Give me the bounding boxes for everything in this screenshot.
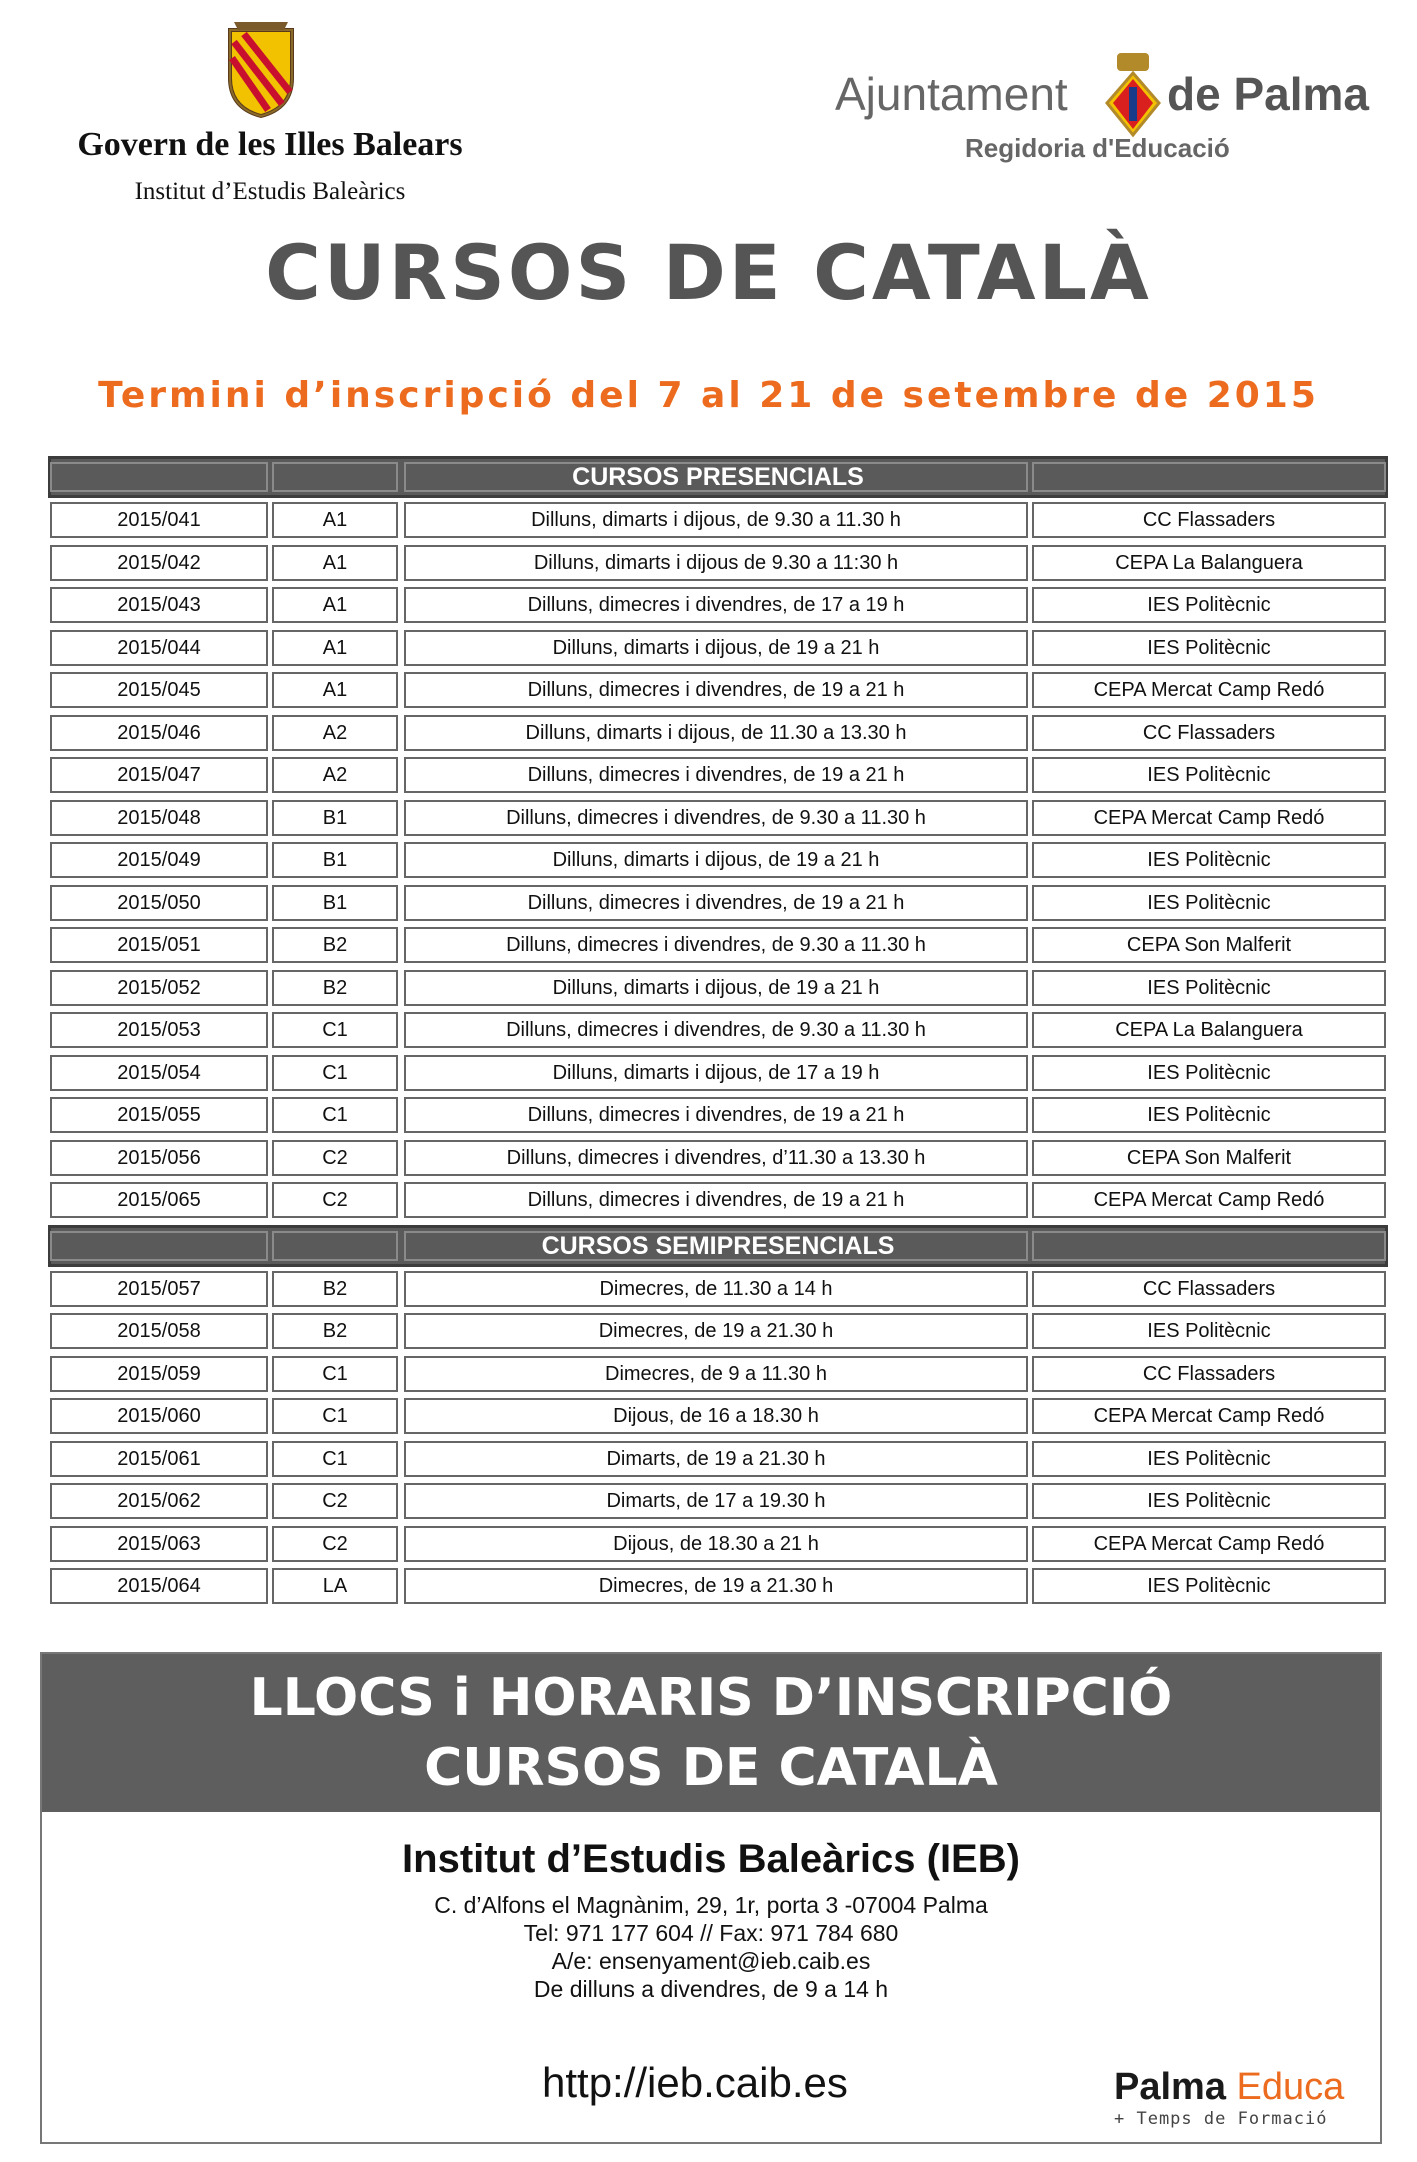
course-location: CEPA La Balanguera bbox=[1032, 545, 1386, 581]
course-schedule: Dilluns, dimarts i dijous, de 11.30 a 13.30 h bbox=[404, 715, 1028, 751]
institution-email[interactable]: A/e: ensenyament@ieb.caib.es bbox=[551, 1948, 871, 1974]
table-row bbox=[48, 1271, 1388, 1307]
course-code: 2015/061 bbox=[50, 1441, 268, 1477]
table-row bbox=[48, 715, 1388, 751]
brand-educa: Educa bbox=[1236, 2066, 1345, 2108]
course-schedule: Dilluns, dimarts i dijous, de 19 a 21 h bbox=[404, 630, 1028, 666]
course-schedule: Dimarts, de 19 a 21.30 h bbox=[404, 1441, 1028, 1477]
course-code: 2015/059 bbox=[50, 1356, 268, 1392]
course-schedule: Dilluns, dimecres i divendres, de 19 a 21 h bbox=[404, 1182, 1028, 1218]
course-schedule: Dimarts, de 17 a 19.30 h bbox=[404, 1483, 1028, 1519]
course-schedule: Dilluns, dimarts i dijous, de 17 a 19 h bbox=[404, 1055, 1028, 1091]
course-schedule: Dilluns, dimarts i dijous de 9.30 a 11:30 h bbox=[404, 545, 1028, 581]
course-code: 2015/057 bbox=[50, 1271, 268, 1307]
course-level: B1 bbox=[272, 800, 398, 836]
section-header bbox=[48, 456, 1388, 498]
course-location: IES Politècnic bbox=[1032, 1313, 1386, 1349]
course-location: IES Politècnic bbox=[1032, 970, 1386, 1006]
course-level: C1 bbox=[272, 1012, 398, 1048]
institution-hours: De dilluns a divendres, de 9 a 14 h bbox=[533, 1976, 889, 2002]
course-schedule: Dilluns, dimecres i divendres, de 19 a 21 h bbox=[404, 757, 1028, 793]
course-code: 2015/053 bbox=[50, 1012, 268, 1048]
course-code: 2015/042 bbox=[50, 545, 268, 581]
table-row bbox=[48, 1483, 1388, 1519]
course-level: C2 bbox=[272, 1182, 398, 1218]
ajuntament-right-text: de Palma bbox=[1167, 68, 1369, 120]
course-schedule: Dimecres, de 19 a 21.30 h bbox=[404, 1568, 1028, 1604]
course-level: B2 bbox=[272, 1271, 398, 1307]
institution-phone: Tel: 971 177 604 // Fax: 971 784 680 bbox=[523, 1920, 899, 1946]
course-code: 2015/058 bbox=[50, 1313, 268, 1349]
course-schedule: Dijous, de 18.30 a 21 h bbox=[404, 1526, 1028, 1562]
course-code: 2015/041 bbox=[50, 502, 268, 538]
table-row bbox=[48, 1313, 1388, 1349]
table-row bbox=[48, 1441, 1388, 1477]
course-schedule: Dijous, de 16 a 18.30 h bbox=[404, 1398, 1028, 1434]
table-row bbox=[48, 1140, 1388, 1176]
info-heading-line2: CURSOS DE CATALÀ bbox=[424, 1738, 998, 1798]
course-level: C2 bbox=[272, 1140, 398, 1176]
registration-period: Termini d’inscripció del 7 al 21 de setembre de 2015 bbox=[98, 375, 1319, 416]
table-row bbox=[48, 970, 1388, 1006]
course-schedule: Dilluns, dimecres i divendres, de 19 a 21 h bbox=[404, 885, 1028, 921]
course-schedule: Dilluns, dimarts i dijous, de 19 a 21 h bbox=[404, 842, 1028, 878]
palma-educa-wordmark bbox=[1114, 2066, 1374, 2109]
course-location: CC Flassaders bbox=[1032, 715, 1386, 751]
course-level: C1 bbox=[272, 1097, 398, 1133]
table-row bbox=[48, 1055, 1388, 1091]
course-location: IES Politècnic bbox=[1032, 1055, 1386, 1091]
table-row bbox=[48, 1398, 1388, 1434]
course-level: B1 bbox=[272, 842, 398, 878]
table-row bbox=[48, 1097, 1388, 1133]
course-location: CEPA Son Malferit bbox=[1032, 1140, 1386, 1176]
table-row bbox=[48, 800, 1388, 836]
course-schedule: Dilluns, dimecres i divendres, de 19 a 21 h bbox=[404, 1097, 1028, 1133]
course-location: IES Politècnic bbox=[1032, 1097, 1386, 1133]
table-row bbox=[48, 1182, 1388, 1218]
course-code: 2015/044 bbox=[50, 630, 268, 666]
course-location: IES Politècnic bbox=[1032, 587, 1386, 623]
course-location: IES Politècnic bbox=[1032, 757, 1386, 793]
table-row bbox=[48, 842, 1388, 878]
course-level: C1 bbox=[272, 1356, 398, 1392]
course-location: IES Politècnic bbox=[1032, 1568, 1386, 1604]
institution-address: C. d’Alfons el Magnànim, 29, 1r, porta 3 -07004 Palma bbox=[434, 1892, 988, 1918]
course-schedule: Dilluns, dimecres i divendres, d’11.30 a 13.30 h bbox=[404, 1140, 1028, 1176]
course-code: 2015/051 bbox=[50, 927, 268, 963]
courses-table bbox=[48, 456, 1388, 1611]
course-level: A1 bbox=[272, 630, 398, 666]
course-code: 2015/046 bbox=[50, 715, 268, 751]
course-code: 2015/048 bbox=[50, 800, 268, 836]
course-location: IES Politècnic bbox=[1032, 842, 1386, 878]
govern-subtitle: Institut d’Estudis Baleàrics bbox=[134, 178, 406, 205]
course-location: CEPA Mercat Camp Redó bbox=[1032, 1526, 1386, 1562]
brand-tagline: + Temps de Formació bbox=[1114, 2109, 1328, 2129]
course-location: IES Politècnic bbox=[1032, 885, 1386, 921]
course-code: 2015/045 bbox=[50, 672, 268, 708]
course-code: 2015/043 bbox=[50, 587, 268, 623]
course-level: A1 bbox=[272, 672, 398, 708]
course-level: C2 bbox=[272, 1526, 398, 1562]
course-schedule: Dilluns, dimecres i divendres, de 9.30 a 11.30 h bbox=[404, 800, 1028, 836]
course-location: CC Flassaders bbox=[1032, 1356, 1386, 1392]
course-code: 2015/050 bbox=[50, 885, 268, 921]
brand-palma: Palma bbox=[1114, 2066, 1226, 2108]
course-level: B2 bbox=[272, 970, 398, 1006]
course-code: 2015/064 bbox=[50, 1568, 268, 1604]
table-row bbox=[48, 545, 1388, 581]
course-code: 2015/047 bbox=[50, 757, 268, 793]
course-location: CEPA La Balanguera bbox=[1032, 1012, 1386, 1048]
table-row bbox=[48, 502, 1388, 538]
table-row bbox=[48, 885, 1388, 921]
course-schedule: Dilluns, dimarts i dijous, de 9.30 a 11.30 h bbox=[404, 502, 1028, 538]
course-code: 2015/063 bbox=[50, 1526, 268, 1562]
palma-crest-icon bbox=[1103, 49, 1163, 141]
govern-logo bbox=[50, 18, 490, 205]
course-location: IES Politècnic bbox=[1032, 630, 1386, 666]
balearic-shield-icon bbox=[220, 18, 302, 118]
course-schedule: Dilluns, dimecres i divendres, de 9.30 a 11.30 h bbox=[404, 1012, 1028, 1048]
course-level: B1 bbox=[272, 885, 398, 921]
course-location: CEPA Son Malferit bbox=[1032, 927, 1386, 963]
course-level: A1 bbox=[272, 587, 398, 623]
course-level: C1 bbox=[272, 1441, 398, 1477]
course-code: 2015/056 bbox=[50, 1140, 268, 1176]
info-heading-line1: LLOCS i HORARIS D’INSCRIPCIÓ bbox=[249, 1668, 1173, 1728]
course-schedule: Dimecres, de 11.30 a 14 h bbox=[404, 1271, 1028, 1307]
course-level: C1 bbox=[272, 1055, 398, 1091]
course-level: A1 bbox=[272, 545, 398, 581]
course-location: IES Politècnic bbox=[1032, 1441, 1386, 1477]
course-location: CC Flassaders bbox=[1032, 1271, 1386, 1307]
website-link[interactable]: http://ieb.caib.es bbox=[542, 2059, 848, 2106]
course-location: CEPA Mercat Camp Redó bbox=[1032, 1182, 1386, 1218]
course-code: 2015/060 bbox=[50, 1398, 268, 1434]
table-row bbox=[48, 672, 1388, 708]
ajuntament-left-text: Ajuntament bbox=[835, 68, 1068, 120]
table-row bbox=[48, 630, 1388, 666]
course-level: C1 bbox=[272, 1398, 398, 1434]
ajuntament-logo bbox=[835, 45, 1385, 175]
course-location: CEPA Mercat Camp Redó bbox=[1032, 800, 1386, 836]
course-location: IES Politècnic bbox=[1032, 1483, 1386, 1519]
course-code: 2015/062 bbox=[50, 1483, 268, 1519]
registration-info-box bbox=[40, 1652, 1382, 2144]
table-row bbox=[48, 757, 1388, 793]
table-row bbox=[48, 1356, 1388, 1392]
course-level: A1 bbox=[272, 502, 398, 538]
course-schedule: Dilluns, dimecres i divendres, de 9.30 a 11.30 h bbox=[404, 927, 1028, 963]
course-code: 2015/065 bbox=[50, 1182, 268, 1218]
table-row bbox=[48, 587, 1388, 623]
institution-name: Institut d’Estudis Baleàrics (IEB) bbox=[402, 1837, 1020, 1881]
section-header bbox=[48, 1225, 1388, 1267]
course-level: C2 bbox=[272, 1483, 398, 1519]
section-title: CURSOS SEMIPRESENCIALS bbox=[541, 1231, 895, 1260]
course-level: A2 bbox=[272, 715, 398, 751]
govern-name: Govern de les Illes Balears bbox=[77, 126, 463, 163]
course-location: CEPA Mercat Camp Redó bbox=[1032, 1398, 1386, 1434]
table-row bbox=[48, 1526, 1388, 1562]
regidoria-text: Regidoria d'Educació bbox=[965, 133, 1230, 163]
course-schedule: Dilluns, dimecres i divendres, de 19 a 21 h bbox=[404, 672, 1028, 708]
table-row bbox=[48, 1012, 1388, 1048]
course-code: 2015/055 bbox=[50, 1097, 268, 1133]
course-location: CEPA Mercat Camp Redó bbox=[1032, 672, 1386, 708]
course-location: CC Flassaders bbox=[1032, 502, 1386, 538]
course-level: B2 bbox=[272, 1313, 398, 1349]
course-schedule: Dilluns, dimecres i divendres, de 17 a 19 h bbox=[404, 587, 1028, 623]
table-row bbox=[48, 1568, 1388, 1604]
section-title: CURSOS PRESENCIALS bbox=[572, 463, 864, 491]
page-title: CURSOS DE CATALÀ bbox=[265, 228, 1152, 317]
course-code: 2015/054 bbox=[50, 1055, 268, 1091]
info-heading-band bbox=[42, 1654, 1380, 1812]
table-row bbox=[48, 927, 1388, 963]
course-schedule: Dilluns, dimarts i dijous, de 19 a 21 h bbox=[404, 970, 1028, 1006]
course-level: LA bbox=[272, 1568, 398, 1604]
palma-educa-logo bbox=[1114, 2066, 1374, 2129]
course-level: A2 bbox=[272, 757, 398, 793]
course-code: 2015/052 bbox=[50, 970, 268, 1006]
course-code: 2015/049 bbox=[50, 842, 268, 878]
course-schedule: Dimecres, de 9 a 11.30 h bbox=[404, 1356, 1028, 1392]
course-level: B2 bbox=[272, 927, 398, 963]
course-schedule: Dimecres, de 19 a 21.30 h bbox=[404, 1313, 1028, 1349]
